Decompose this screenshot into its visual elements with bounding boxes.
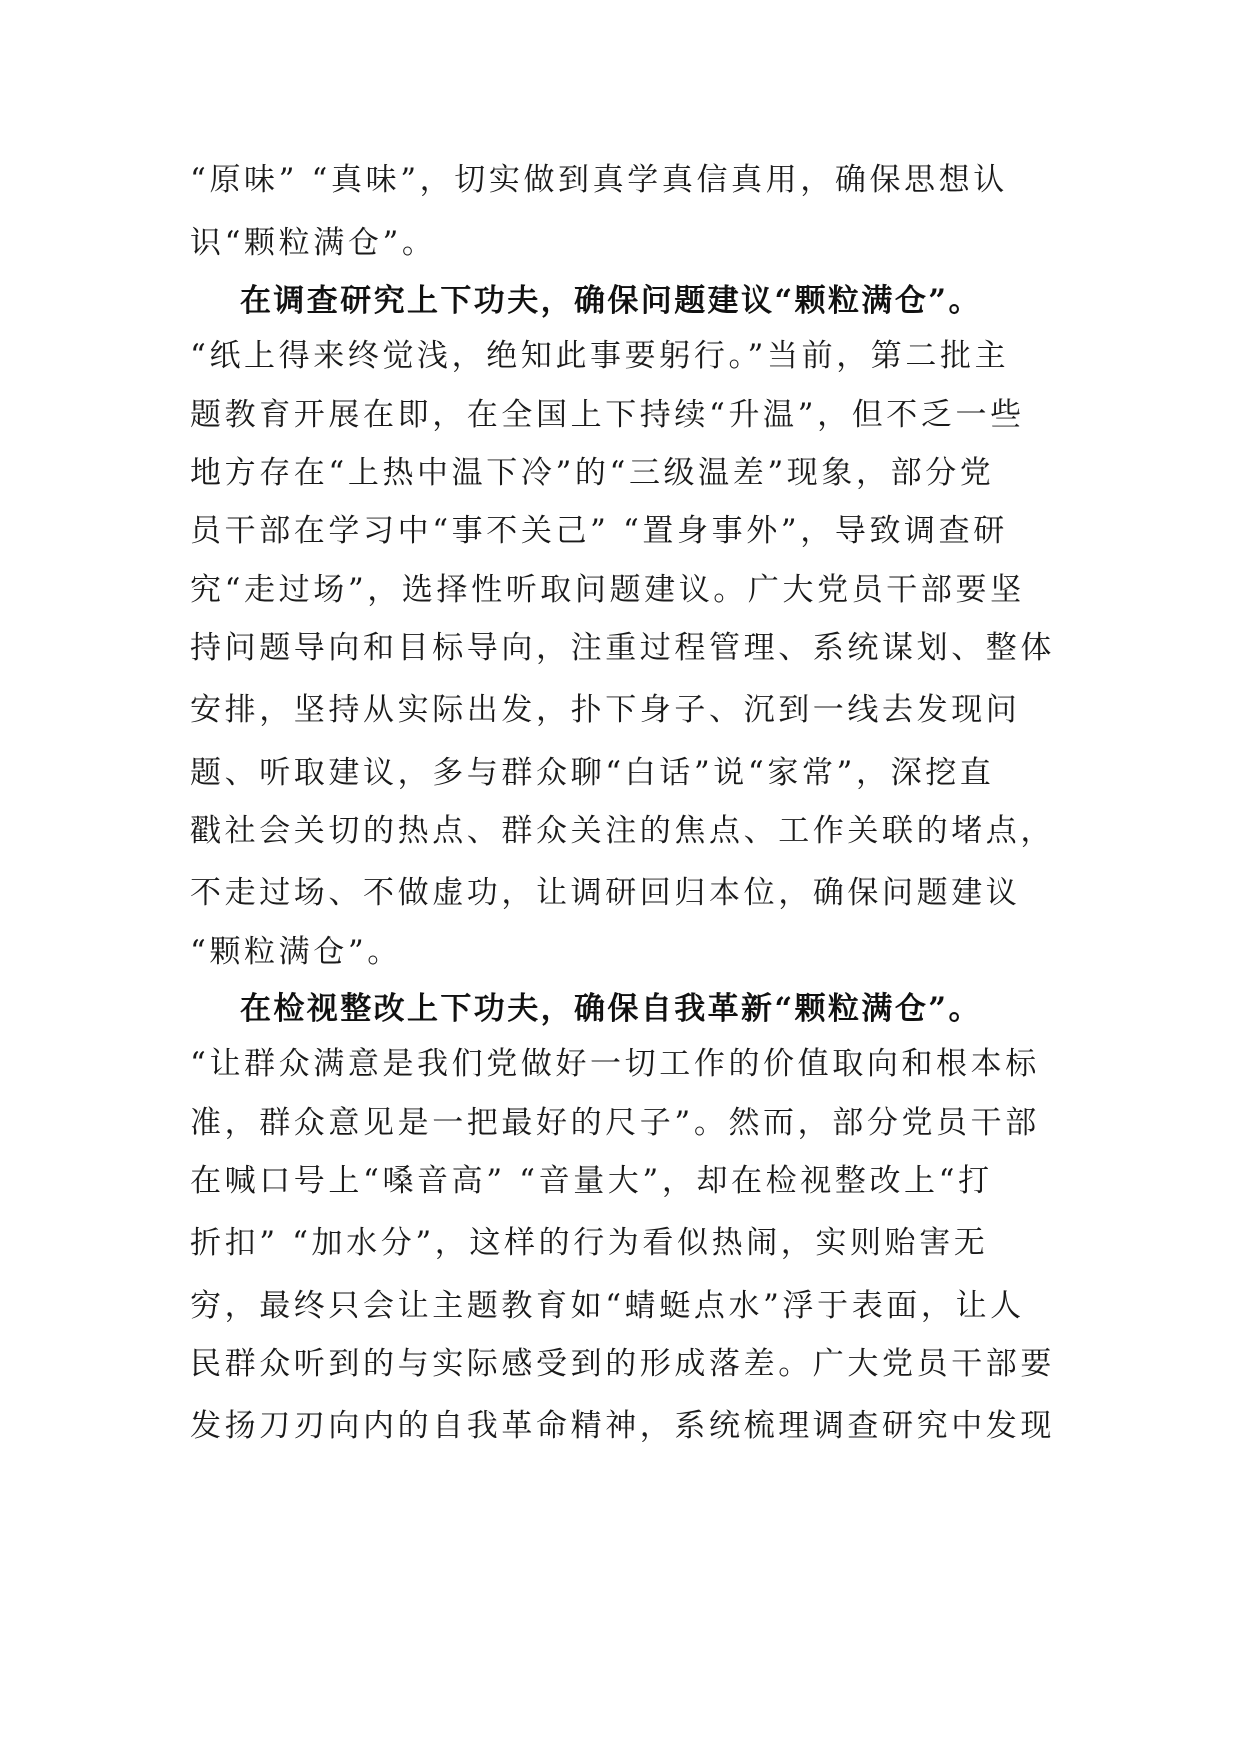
body-text-line: “原味” “真味”，切实做到真学真信真用，确保思想认 xyxy=(190,162,1008,198)
body-text-line: 发扬刀刃向内的自我革命精神，系统梳理调查研究中发现 xyxy=(190,1408,1055,1444)
section-heading-research: 在调查研究上下功夫，确保问题建议“颗粒满仓”。 xyxy=(240,283,982,319)
body-text-line: 准，群众意见是一把最好的尺子”。然而，部分党员干部 xyxy=(190,1105,1040,1141)
body-text-line: 在喊口号上“嗓音高” “音量大”，却在检视整改上“打 xyxy=(190,1163,993,1199)
body-text-line: “颗粒满仓”。 xyxy=(190,934,402,970)
body-text-line: 题教育开展在即，在全国上下持续“升温”，但不乏一些 xyxy=(190,397,1025,433)
body-text-line: 民群众听到的与实际感受到的形成落差。广大党员干部要 xyxy=(190,1346,1055,1382)
body-text-line: 不走过场、不做虚功，让调研回归本位，确保问题建议 xyxy=(190,875,1021,911)
body-text-line: “纸上得来终觉浅，绝知此事要躬行。”当前，第二批主 xyxy=(190,338,1010,374)
body-text-line: 员干部在学习中“事不关己” “置身事外”，导致调查研 xyxy=(190,513,1008,549)
body-text-line: 地方存在“上热中温下冷”的“三级温差”现象，部分党 xyxy=(190,455,995,491)
body-text-line: 穷，最终只会让主题教育如“蜻蜓点水”浮于表面，让人 xyxy=(190,1288,1025,1324)
section-heading-rectification: 在检视整改上下功夫，确保自我革新“颗粒满仓”。 xyxy=(240,991,982,1027)
body-text-line: 究“走过场”，选择性听取问题建议。广大党员干部要坚 xyxy=(190,572,1025,608)
body-text-line: 识“颗粒满仓”。 xyxy=(190,225,437,261)
body-text-line: 题、听取建议，多与群众聊“白话”说“家常”，深挖直 xyxy=(190,755,995,791)
body-text-line: “让群众满意是我们党做好一切工作的价值取向和根本标 xyxy=(190,1046,1040,1082)
body-text-line: 戳社会关切的热点、群众关注的焦点、工作关联的堵点， xyxy=(190,813,1055,849)
body-text-line: 持问题导向和目标导向，注重过程管理、系统谋划、整体 xyxy=(190,630,1055,666)
body-text-line: 折扣” “加水分”，这样的行为看似热闹，实则贻害无 xyxy=(190,1225,989,1261)
body-text-line: 安排，坚持从实际出发，扑下身子、沉到一线去发现问 xyxy=(190,692,1021,728)
